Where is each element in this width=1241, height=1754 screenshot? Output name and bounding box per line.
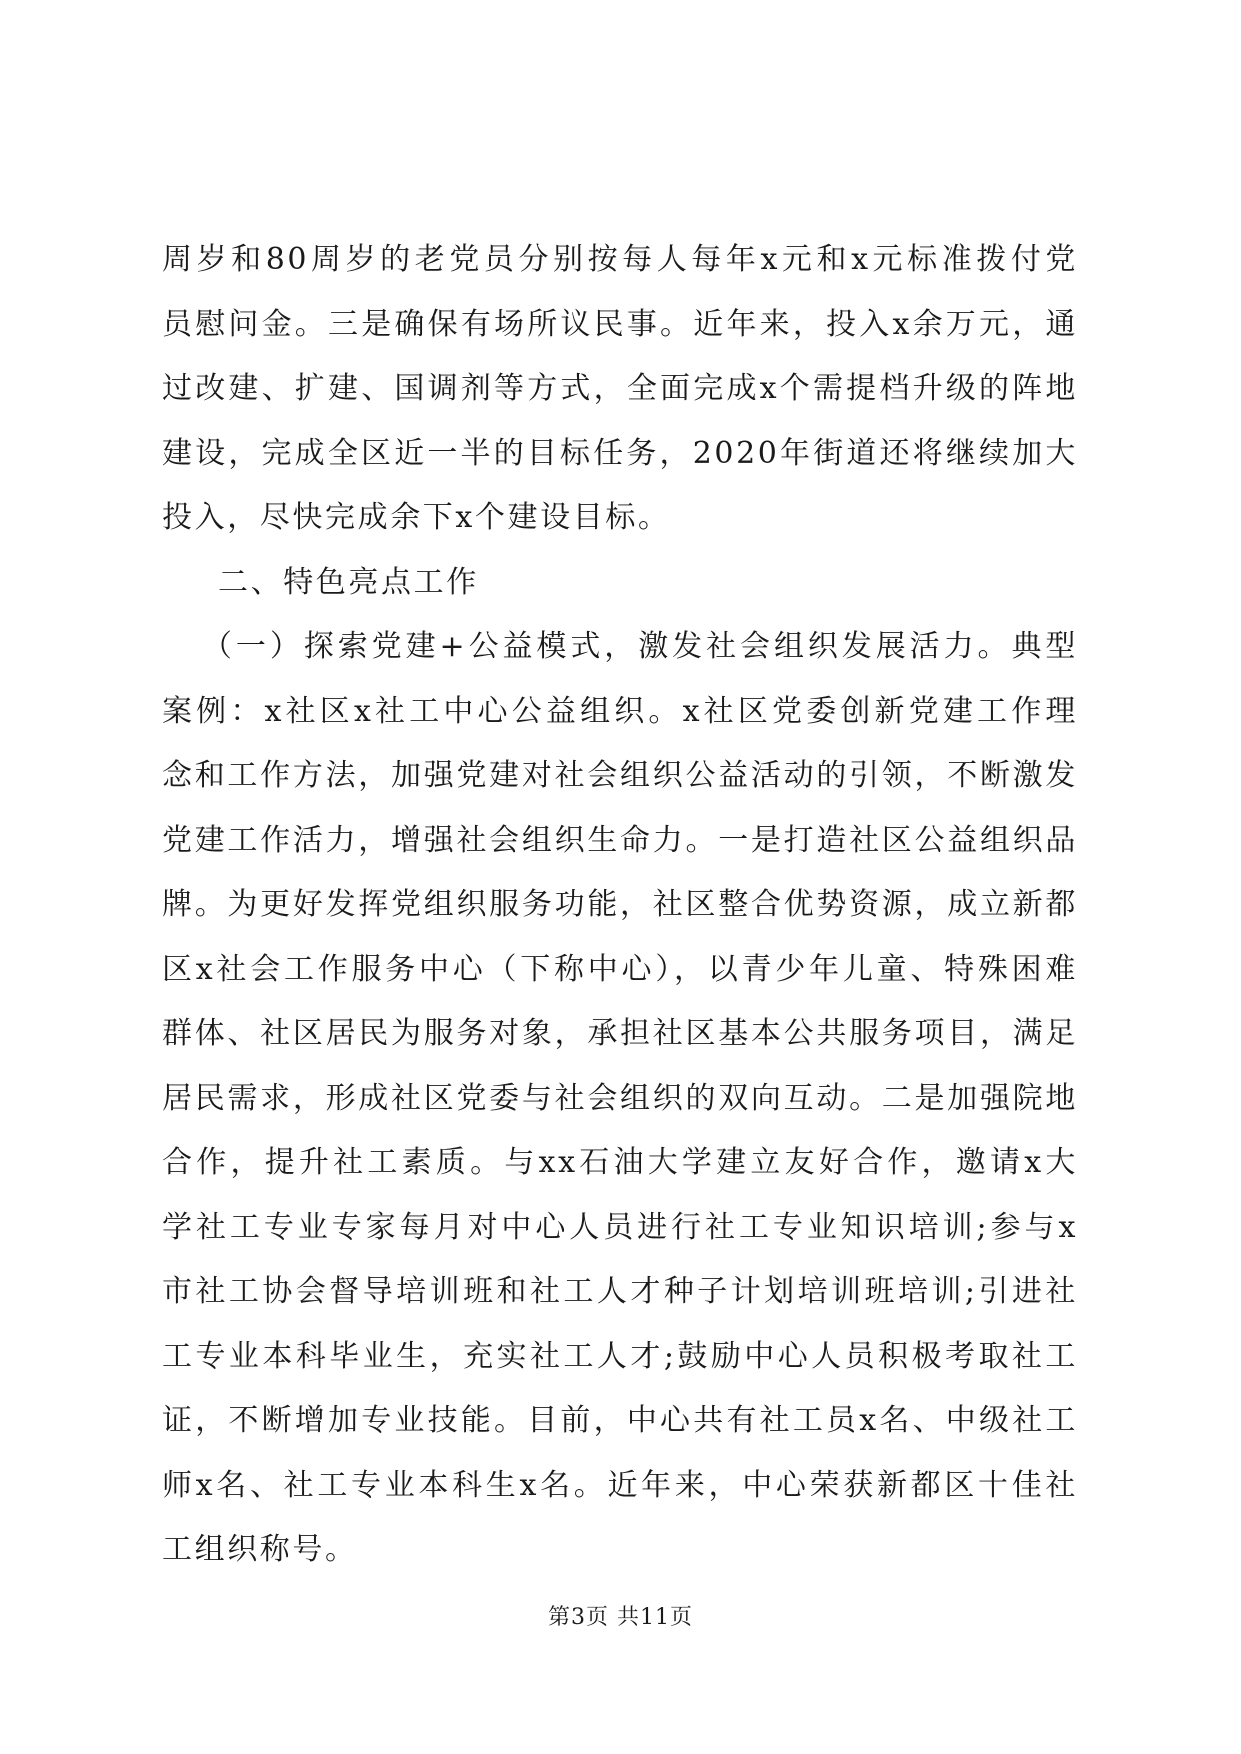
text-line: 员慰问金。三是确保有场所议民事。近年来，投入x余万元，通 — [162, 306, 1078, 342]
text-line: 过改建、扩建、国调剂等方式，全面完成x个需提档升级的阵地 — [162, 371, 1078, 406]
text-line: 周岁和80周岁的老党员分别按每人每年x元和x元标准拨付党 — [162, 242, 1078, 277]
text-line: 牌。为更好发挥党组织服务功能，社区整合优势资源，成立新都 — [162, 887, 1078, 922]
text-line: 建设，完成全区近一半的目标任务，2020年街道还将继续加大 — [162, 435, 1078, 471]
page-number-label: 第3页 共11页 — [548, 1605, 693, 1630]
text-line: 工专业本科毕业生，充实社工人才;鼓励中心人员积极考取社工 — [162, 1338, 1078, 1374]
text-line: 居民需求，形成社区党委与社会组织的双向互动。二是加强院地 — [162, 1080, 1078, 1116]
text-line: 党建工作活力，增强社会组织生命力。一是打造社区公益组织品 — [162, 822, 1078, 858]
text-line: 案例：x社区x社工中心公益组织。x社区党委创新党建工作理 — [162, 693, 1078, 729]
subsection-heading: （一）探索党建+公益模式，激发社会组织发展活力。典型 — [202, 629, 1078, 664]
text-line: 念和工作方法，加强党建对社会组织公益活动的引领，不断激发 — [162, 758, 1078, 793]
section-heading: 二、特色亮点工作 — [218, 564, 479, 600]
text-line: 区x社会工作服务中心（下称中心），以青少年儿童、特殊困难 — [162, 951, 1078, 987]
document-body — [162, 228, 1078, 1583]
text-line: 市社工协会督导培训班和社工人才种子计划培训班培训;引进社 — [162, 1274, 1078, 1309]
text-line: 证，不断增加专业技能。目前，中心共有社工员x名、中级社工 — [162, 1403, 1078, 1438]
page-footer — [0, 1600, 1241, 1631]
text-line: 工组织称号。 — [162, 1532, 358, 1567]
text-line: 合作，提升社工素质。与xx石油大学建立友好合作，邀请x大 — [162, 1145, 1078, 1180]
text-line: 师x名、社工专业本科生x名。近年来，中心荣获新都区十佳社 — [162, 1467, 1078, 1503]
text-line: 群体、社区居民为服务对象，承担社区基本公共服务项目，满足 — [162, 1016, 1078, 1051]
text-line: 学社工专业专家每月对中心人员进行社工专业知识培训;参与x — [162, 1209, 1078, 1245]
text-line: 投入，尽快完成余下x个建设目标。 — [162, 500, 671, 535]
